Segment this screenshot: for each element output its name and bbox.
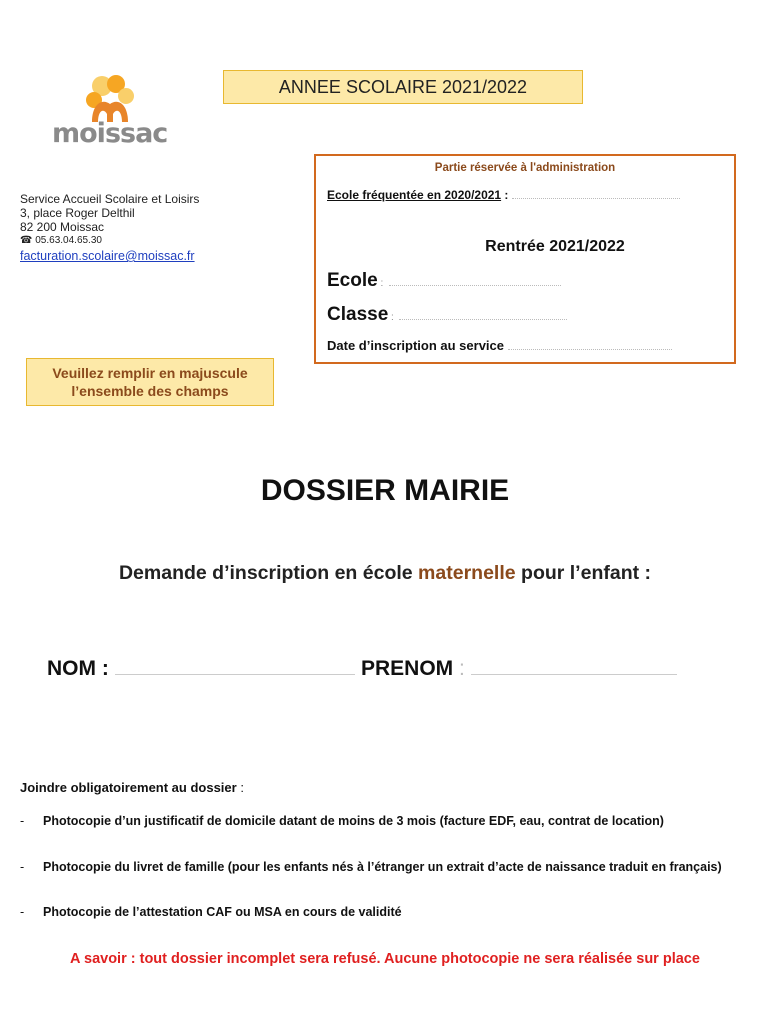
list-item	[20, 904, 728, 921]
prenom-input[interactable]	[471, 657, 677, 675]
list-bullet: -	[20, 905, 25, 919]
nom-label: NOM :	[47, 657, 109, 680]
request-text-end: pour l’enfant :	[515, 562, 652, 584]
request-school-type: maternelle	[418, 562, 516, 584]
list-item-text: Photocopie de l’attestation CAF ou MSA en cours de validité	[43, 905, 402, 919]
prev-school-colon: :	[501, 188, 509, 202]
fill-instructions-notice	[26, 358, 274, 406]
prenom-label: PRENOM	[361, 657, 454, 680]
documents-intro-colon: :	[236, 780, 244, 795]
list-item	[20, 813, 728, 830]
school-year-banner: ANNEE SCOLAIRE 2021/2022	[223, 70, 583, 104]
inscription-date-field	[327, 338, 672, 353]
ecole-colon: :	[377, 278, 384, 289]
list-item	[20, 859, 728, 876]
nom-field	[47, 657, 355, 681]
documents-intro-label: Joindre obligatoirement au dossier	[20, 780, 237, 795]
moissac-logo-icon	[80, 74, 140, 124]
service-email-link[interactable]: facturation.scolaire@moissac.fr	[20, 249, 195, 263]
ecole-field	[327, 270, 561, 292]
classe-input[interactable]	[399, 310, 567, 320]
service-phone: ☎ 05.63.04.65.30	[20, 235, 102, 246]
service-address-line2: 82 200 Moissac	[20, 220, 105, 234]
prev-school-input[interactable]	[512, 189, 680, 199]
list-bullet: -	[20, 860, 25, 874]
nom-input[interactable]	[115, 657, 355, 675]
service-address-line1: 3, place Roger Delthil	[20, 206, 135, 220]
documents-intro	[20, 780, 244, 795]
page-title: DOSSIER MAIRIE	[260, 474, 510, 507]
inscription-date-input[interactable]	[508, 340, 672, 350]
rentree-heading: Rentrée 2021/2022	[485, 238, 625, 255]
inscription-date-label: Date d’inscription au service	[327, 338, 505, 353]
prenom-colon: :	[453, 657, 465, 680]
prev-school-field	[327, 188, 680, 202]
request-heading	[0, 562, 770, 585]
prenom-field	[361, 657, 677, 681]
moissac-logo	[48, 74, 168, 156]
ecole-label: Ecole	[327, 270, 378, 291]
classe-field	[327, 304, 567, 326]
classe-label: Classe	[327, 304, 389, 325]
list-item-text: Photocopie du livret de famille (pour les enfants nés à l’étranger un extrait d’acte de naissance traduit en français)	[43, 860, 722, 874]
list-item-text: Photocopie d’un justificatif de domicile datant de moins de 3 mois (facture EDF, eau, contrat de location)	[43, 814, 664, 828]
incomplete-file-warning: A savoir : tout dossier incomplet sera refusé. Aucune photocopie ne sera réalisée sur place	[70, 951, 700, 967]
request-text-start: Demande d’inscription en école	[118, 562, 419, 584]
notice-line2: l’ensemble des champs	[71, 383, 229, 399]
admin-box-title: Partie réservée à l'administration	[434, 162, 616, 174]
list-bullet: -	[20, 814, 25, 828]
service-name: Service Accueil Scolaire et Loisirs	[20, 192, 200, 206]
notice-line1: Veuillez remplir en majuscule	[52, 365, 248, 381]
service-contact	[20, 192, 199, 264]
ecole-input[interactable]	[389, 276, 561, 286]
admin-reserved-box	[314, 154, 736, 364]
prev-school-label: Ecole fréquentée en 2020/2021	[327, 188, 502, 202]
logo-text: moissac	[52, 118, 168, 149]
classe-colon: :	[388, 312, 394, 323]
